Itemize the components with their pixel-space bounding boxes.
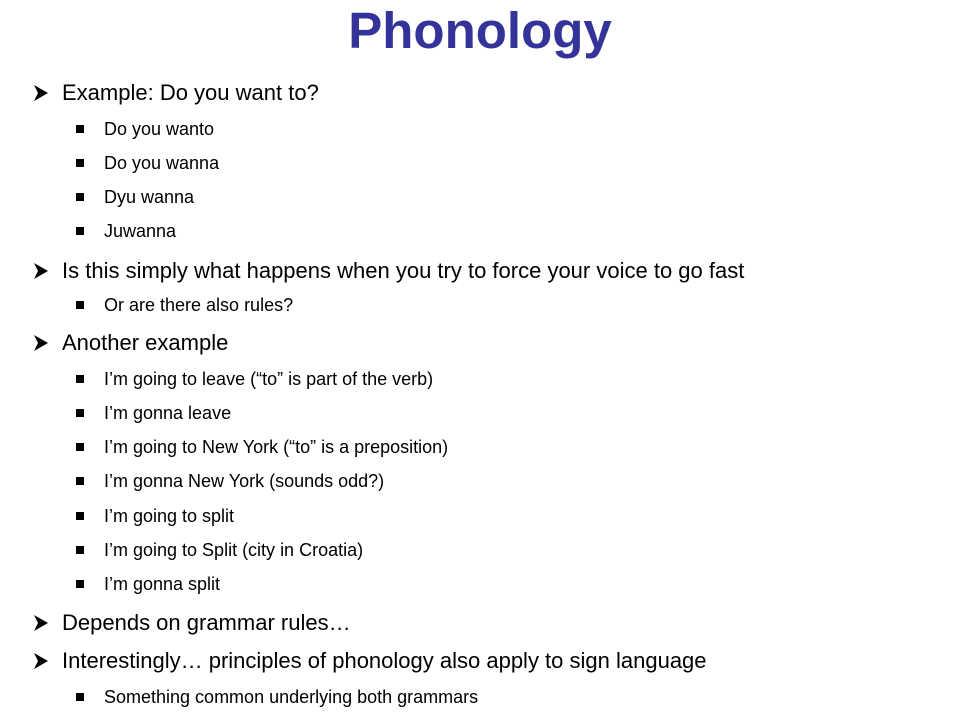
bullet-text: I’m going to split — [104, 506, 235, 526]
slide-title: Phonology — [348, 2, 612, 59]
arrowhead-bullet-icon — [34, 263, 48, 279]
bullet-text: Juwanna — [104, 221, 177, 241]
bullet-text: I’m going to leave (“to” is part of the verb) — [104, 369, 434, 389]
bullet-text: Is this simply what happens when you try to force your voice to go fast — [62, 258, 745, 283]
bullet-text: Interestingly… principles of phonology also apply to sign language — [62, 648, 707, 673]
bullet-text: Depends on grammar rules… — [62, 610, 351, 635]
arrowhead-bullet-icon — [34, 615, 48, 631]
bullet-text: I’m going to Split (city in Croatia) — [104, 540, 364, 560]
square-bullet-icon — [76, 125, 84, 133]
arrowhead-bullet-icon — [34, 335, 48, 351]
bullet-text: I’m gonna New York (sounds odd?) — [104, 471, 385, 491]
square-bullet-icon — [76, 159, 84, 167]
bullet-text: Or are there also rules? — [104, 295, 294, 315]
bullet-text: Do you wanto — [104, 119, 215, 139]
bullet-text: I’m going to New York (“to” is a preposition) — [104, 437, 449, 457]
square-bullet-icon — [76, 227, 84, 235]
square-bullet-icon — [76, 693, 84, 701]
square-bullet-icon — [76, 546, 84, 554]
square-bullet-icon — [76, 477, 84, 485]
square-bullet-icon — [76, 443, 84, 451]
bullet-text: Dyu wanna — [104, 187, 195, 207]
bullet-text: Another example — [62, 330, 229, 355]
square-bullet-icon — [76, 512, 84, 520]
bullet-text: Something common underlying both grammars — [104, 687, 479, 707]
bullet-text: I’m gonna leave — [104, 403, 232, 423]
arrowhead-bullet-icon — [34, 85, 48, 101]
bullet-text: Do you wanna — [104, 153, 220, 173]
bullet-text: I’m gonna split — [104, 574, 221, 594]
square-bullet-icon — [76, 375, 84, 383]
square-bullet-icon — [76, 580, 84, 588]
arrowhead-bullet-icon — [34, 653, 48, 669]
square-bullet-icon — [76, 193, 84, 201]
square-bullet-icon — [76, 409, 84, 417]
square-bullet-icon — [76, 301, 84, 309]
bullet-text: Example: Do you want to? — [62, 80, 319, 105]
